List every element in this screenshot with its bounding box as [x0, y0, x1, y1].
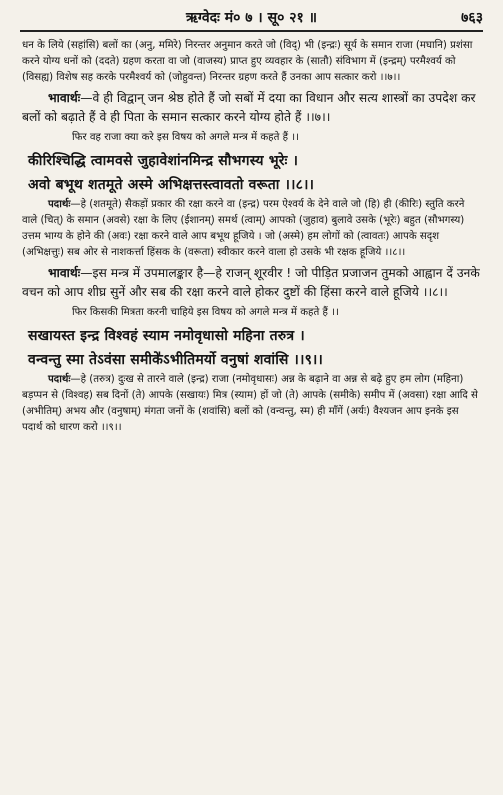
padartha-text: —हे (तरुत्र) दुःख से तारने वाले (इन्द्र) राजा (नमोवृधासः) अन्न के बढ़ाने वा अन्न से बढ़े हुए हम लोग (महिना) बड़प्पन से (विश्वह) सब दिनों (ते) आपके (सखायः) मित्र (स्याम) हों जो (ते) आपके (समीके) समीप में (अवसा) रक्षा आदि से (अभीतिम्) अभय और (वनुषाम्) मंगता जनों के (शवांसि) बलों को (वन्वन्तु, स्म) ही माँगें (अर्यः) वैश्यजन आप इनके इस पदार्थ को धारण करो ।।९।।: [22, 374, 478, 433]
mantra-8-line-1: कीरिश्चिद्धि त्वामवसे जुहावेशांनमिन्द्र सौभगस्य भूरेः ।: [28, 153, 299, 169]
mantra-9-line-1: सखायस्त इन्द्र विश्वहं स्याम नमोवृधासो महिना तरुत्र ।: [28, 328, 305, 344]
padartha-8: [22, 197, 482, 261]
mantra-9-intro: फिर किसकी मित्रता करनी चाहिये इस विषय को अगले मन्त्र में कहते हैं ।।: [72, 307, 339, 318]
padartha-label: पदार्थः: [48, 374, 71, 385]
bhavartha-8: [22, 264, 482, 302]
padartha-label: पदार्थः: [48, 199, 71, 210]
page-header: [20, 8, 483, 32]
mantra-8-intro: फिर वह राजा क्या करे इस विषय को अगले मन्त्र में कहते हैं ।।: [72, 132, 299, 143]
bhavartha-text: —इस मन्त्र में उपमालङ्कार है—हे राजन् शूरवीर ! जो पीड़ित प्रजाजन तुमको आह्वान दें उनके वचन को आप शीघ्र सुनें और सब की रक्षा करने वाले होकर दुष्टों की हिंसा करने वाले हूजिये ।।८।।: [22, 266, 480, 299]
mantra-9-line-2: वन्वन्तु स्मा तेऽवंसा समीके॑ऽभीतिमर्यो वनुषां शवांसि ।।९।।: [28, 352, 324, 368]
bhavartha-label: भावार्थः: [48, 266, 81, 280]
bhavartha-label: भावार्थः: [48, 91, 81, 105]
running-title: ऋग्वेदः मं० ७ । सू० २१ ॥: [185, 10, 318, 26]
padartha-continuation: धन के लिये (सहांसि) बलों का (अनु, ममिरे) निरन्तर अनुमान करते जो (विद्) भी (इन्द्रः) सूर्य के समान राजा (मघानि) प्रशंसा करने योग्य धनों को (ददते) ग्रहण करता वा जो (वाजस्य) प्राप्त हुए व्यवहार के (सातौ) संविभाग में (इन्द्रम्) परमैश्वर्य को (विसह्य) विशेष सह करके परमैश्वर्य को (जोहुवन्त) निरन्तर ग्रहण करते हैं उनका आप सत्कार करो ।।७।।: [22, 40, 473, 83]
padartha-9: [22, 372, 482, 436]
page-number: ७६३: [461, 10, 483, 26]
bhavartha-7: [22, 89, 482, 127]
mantra-8-line-2: अवो बभूथ शतमूते अस्मे अभिक्षत्तस्त्वावतो वरूता ।।८।।: [28, 177, 315, 193]
bhavartha-text: —वे ही विद्वान् जन श्रेष्ठ होते हैं जो सबों में दया का विधान और सत्य शास्त्रों का उपदेश कर बलों को बढ़ाते हैं वे ही पिता के समान सत्कार करने योग्य होते हैं ।।७।।: [22, 91, 476, 124]
padartha-text: —हे (शतमूते) सैकड़ों प्रकार की रक्षा करने वा (इन्द्र) परम ऐश्वर्य के देने वाले जो (हि) ही (कीरिः) स्तुति करने वाले (चित्) के समान (अवसे) रक्षा के लिए (ईशानम्) समर्थ (त्वाम्) आपको (जुहाव) बुलावे उसके (भूरेः) बहुत (सौभगस्य) उत्तम भाग्य के होने की (अवः) रक्षा करने वाले आप बभूथ हूजिये । जो (अस्मे) हम लोगों को (त्वावतः) आपके सदृश (अभिक्षत्तुः) सब ओर से नाशकर्त्ता हिंसक के (वरूता) स्वीकार करने वाला हो उसके भी रक्षक हूजिये ।।८।।: [22, 199, 465, 258]
page-body: [22, 38, 482, 436]
